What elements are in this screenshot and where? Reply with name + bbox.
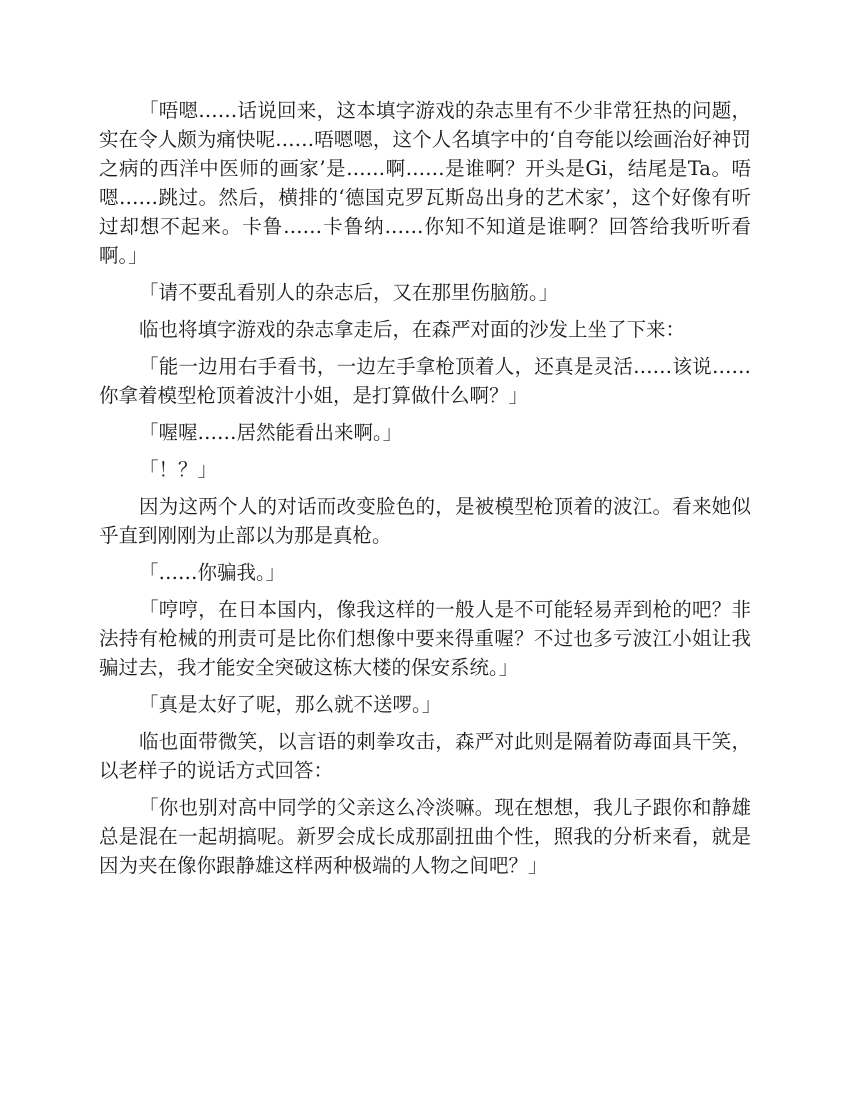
paragraph-9: 「哼哼，在日本国内，像我这样的一般人是不可能轻易弄到枪的吧？非法持有枪械的刑责可是比你们想像中要来得重喔？不过也多亏波江小姐让我骗过去，我才能安全突破这栋大楼的保安系统。」	[99, 598, 751, 679]
document-page	[99, 96, 751, 888]
paragraph-11: 临也面带微笑，以言语的刺拳攻击，森严对此则是隔着防毒面具干笑，以老样子的说话方式回答：	[99, 730, 751, 782]
paragraph-3: 临也将填字游戏的杂志拿走后，在森严对面的沙发上坐了下来：	[139, 318, 686, 341]
paragraph-8: 「……你骗我。」	[139, 561, 286, 584]
paragraph-6: 「！？」	[139, 458, 218, 481]
paragraph-7: 因为这两个人的对话而改变脸色的，是被模型枪顶着的波江。看来她似乎直到刚刚为止部以为那是真枪。	[99, 495, 751, 547]
paragraph-10: 「真是太好了呢，那么就不送啰。」	[139, 693, 442, 716]
paragraph-5: 「喔喔……居然能看出来啊。」	[139, 421, 403, 444]
paragraph-2: 「请不要乱看别人的杂志后，又在那里伤脑筋。」	[139, 281, 559, 304]
paragraph-12: 「你也别对高中同学的父亲这么冷淡嘛。现在想想，我儿子跟你和静雄总是混在一起胡搞呢。新罗会成长成那副扭曲个性，照我的分析来看，就是因为夹在像你跟静雄这样两种极端的人物之间吧？」	[99, 796, 751, 877]
paragraph-4: 「能一边用右手看书，一边左手拿枪顶着人，还真是灵活……该说……你拿着模型枪顶着波汁小姐，是打算做什么啊？」	[99, 355, 751, 407]
paragraph-1: 「唔嗯……话说回来，这本填字游戏的杂志里有不少非常狂热的问题，实在令人颇为痛快呢……唔嗯嗯，这个人名填字中的‘自夸能以绘画治好神罚之病的西洋中医师的画家’是……啊……是谁啊？开头是Gi，结尾是Ta。唔嗯……跳过。然后，横排的‘德国克罗瓦斯岛出身的艺术家’，这个好像有听过却想不起来。卡鲁……卡鲁纳……你知不知道是谁啊？回答给我听听看啊。」	[99, 99, 751, 267]
